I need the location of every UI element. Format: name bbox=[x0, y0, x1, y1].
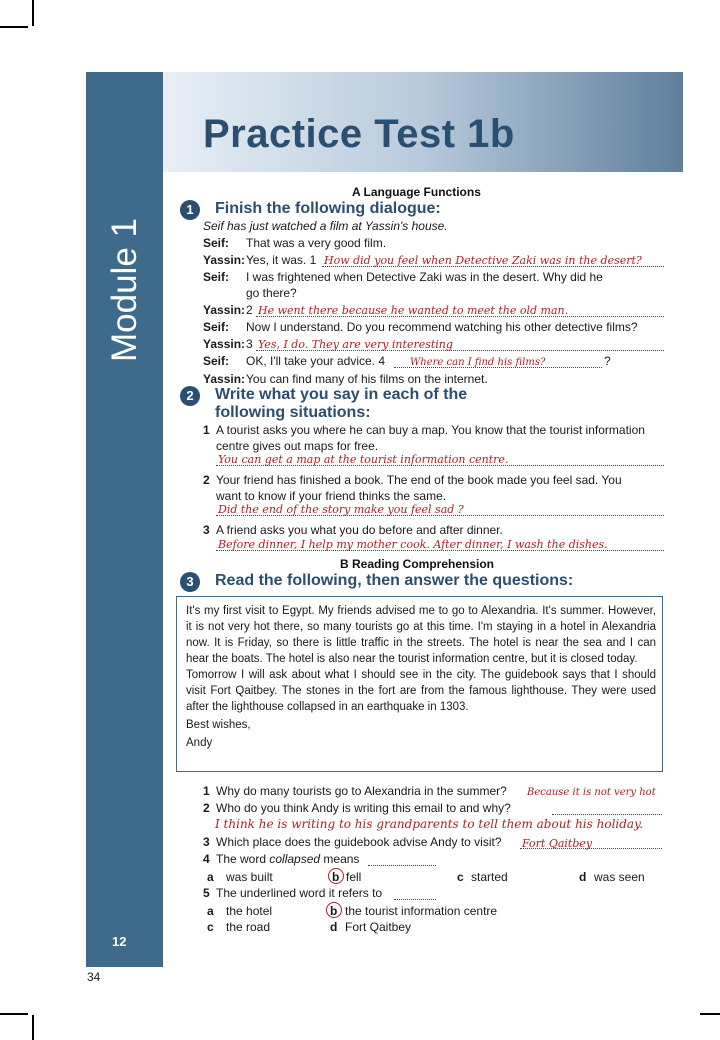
exercise-2-number: 2 bbox=[180, 386, 200, 406]
exercise-3-number: 3 bbox=[180, 572, 200, 592]
speaker: Yassin: bbox=[203, 337, 246, 351]
question-number: 2 bbox=[203, 801, 210, 815]
dialogue-line: That was a very good film. bbox=[246, 236, 387, 250]
speaker: Yassin: bbox=[203, 303, 246, 317]
question-text: The underlined word it refers to bbox=[216, 886, 383, 900]
option-text: the tourist information centre bbox=[345, 904, 498, 918]
handwritten-answer: Because it is not very hot bbox=[527, 787, 656, 798]
situation-text-cont: centre gives out maps for free. bbox=[216, 439, 379, 453]
section-a-heading: A Language Functions bbox=[352, 185, 481, 199]
dialogue-line: Now I understand. Do you recommend watching his other detective films? bbox=[246, 320, 638, 334]
reading-passage bbox=[186, 603, 656, 751]
speaker: Seif: bbox=[203, 236, 230, 250]
option-text: Fort Qaitbey bbox=[345, 920, 412, 934]
passage-signature: Andy bbox=[186, 737, 213, 749]
question-text: Which place does the guidebook advise Andy to visit? bbox=[216, 835, 502, 849]
handwritten-answer: Before dinner, I help my mother cook. After dinner, I wash the dishes. bbox=[218, 538, 608, 551]
situation-text: A friend asks you what you do before and after dinner. bbox=[216, 523, 503, 537]
question-number: 4 bbox=[203, 852, 210, 866]
option-text: started bbox=[471, 870, 508, 884]
exercise-3-title: Read the following, then answer the questions: bbox=[215, 572, 574, 589]
exercise-2-title-cont: following situations: bbox=[215, 404, 371, 421]
dialogue-line-end: ? bbox=[604, 354, 611, 368]
crop-mark bbox=[32, 0, 34, 26]
speaker: Seif: bbox=[203, 354, 230, 368]
question-number: 3 bbox=[203, 835, 210, 849]
option-letter: d bbox=[579, 870, 587, 884]
passage-paragraph: Tomorrow I will ask about what I should see in the city. The guidebook says that I should visit Fort Qaitbey. The stones in the fort are from the famous lighthouse. They were used after the lighthouse collapsed in an earthquake in 1303. bbox=[186, 669, 656, 713]
dialogue-line: You can find many of his films on the internet. bbox=[246, 372, 488, 386]
exercise-2-title: Write what you say in each of the bbox=[215, 386, 468, 403]
option-text: was seen bbox=[594, 870, 645, 884]
question-text: The word collapsed means bbox=[216, 852, 360, 866]
option-letter: d bbox=[330, 920, 338, 934]
dialogue-line: OK, I'll take your advice. 4 bbox=[246, 354, 386, 368]
option-letter: b bbox=[332, 870, 340, 884]
question-text: Why do many tourists go to Alexandria in the summer? bbox=[216, 784, 507, 798]
passage-paragraph: It's my first visit to Egypt. My friends advised me to go to Alexandria. It's summer. However, it is not very hot there, so many tourists go at this time. I'm staying in a hotel in Alexandria now. It is Friday, so there is little traffic in the streets. The hotel is near the sea and I can hear the boats. The hotel is also near the tourist information centre, but it is closed today. bbox=[186, 605, 656, 665]
dialogue-line: Yes, it was. 1 bbox=[246, 253, 317, 267]
handwritten-answer: You can get a map at the tourist information centre. bbox=[218, 453, 509, 466]
situation-text-cont: want to know if your friend thinks the same. bbox=[216, 489, 447, 503]
speaker: Seif: bbox=[203, 320, 230, 334]
dialogue-line: I was frightened when Detective Zaki was in the desert. Why did he bbox=[246, 270, 603, 284]
option-text: the road bbox=[226, 920, 271, 934]
handwritten-answer: He went there because he wanted to meet the old man. bbox=[258, 304, 569, 317]
dialogue-line: 2 bbox=[246, 303, 253, 317]
handwritten-answer: Yes, I do. They are very interesting bbox=[258, 338, 453, 351]
option-letter: a bbox=[207, 870, 214, 884]
handwritten-answer: How did you feel when Detective Zaki was in the desert? bbox=[324, 254, 642, 267]
question-number: 1 bbox=[203, 784, 210, 798]
option-letter: b bbox=[330, 904, 338, 918]
speaker: Yassin: bbox=[203, 253, 246, 267]
handwritten-answer: Did the end of the story make you feel sad ? bbox=[218, 503, 464, 516]
footer-page-number: 34 bbox=[87, 970, 101, 984]
dialogue-line: 3 bbox=[246, 337, 253, 351]
item-number: 2 bbox=[203, 473, 210, 487]
dialogue-line-cont: go there? bbox=[246, 286, 297, 300]
option-letter: c bbox=[457, 870, 464, 884]
module-label: Module 1 bbox=[105, 218, 144, 362]
question-number: 5 bbox=[203, 886, 210, 900]
passage-signoff: Best wishes, bbox=[186, 719, 251, 731]
exercise-1-number: 1 bbox=[180, 200, 200, 220]
section-b-heading: B Reading Comprehension bbox=[340, 557, 495, 571]
option-letter: c bbox=[207, 920, 214, 934]
handwritten-answer: I think he is writing to his grandparents to tell them about his holiday. bbox=[215, 817, 644, 831]
answer-line bbox=[368, 865, 436, 866]
answer-line bbox=[394, 899, 436, 900]
item-number: 1 bbox=[203, 423, 210, 437]
speaker: Seif: bbox=[203, 270, 230, 284]
crop-mark bbox=[0, 1013, 28, 1015]
option-text: the hotel bbox=[226, 904, 273, 918]
speaker: Yassin: bbox=[203, 372, 246, 386]
item-number: 3 bbox=[203, 523, 210, 537]
answer-line bbox=[552, 814, 662, 815]
option-text: was built bbox=[226, 870, 273, 884]
page-title: Practice Test 1b bbox=[203, 112, 515, 156]
question-text: Who do you think Andy is writing this email to and why? bbox=[216, 801, 511, 815]
side-page-number: 12 bbox=[112, 934, 127, 949]
exercise-1-title: Finish the following dialogue: bbox=[215, 200, 441, 217]
module-sidebar bbox=[86, 72, 163, 967]
crop-mark bbox=[0, 26, 28, 28]
handwritten-answer: Where can I find his films? bbox=[410, 357, 546, 368]
situation-text: Your friend has finished a book. The end of the book made you feel sad. You bbox=[216, 473, 622, 487]
crop-mark bbox=[32, 1015, 34, 1040]
option-letter: a bbox=[207, 904, 214, 918]
situation-text: A tourist asks you where he can buy a map. You know that the tourist information bbox=[216, 423, 645, 437]
handwritten-answer: Fort Qaitbey bbox=[522, 837, 593, 850]
exercise-1-intro: Seif has just watched a film at Yassin's house. bbox=[203, 219, 448, 233]
crop-mark bbox=[700, 1013, 720, 1015]
option-text: fell bbox=[346, 870, 362, 884]
